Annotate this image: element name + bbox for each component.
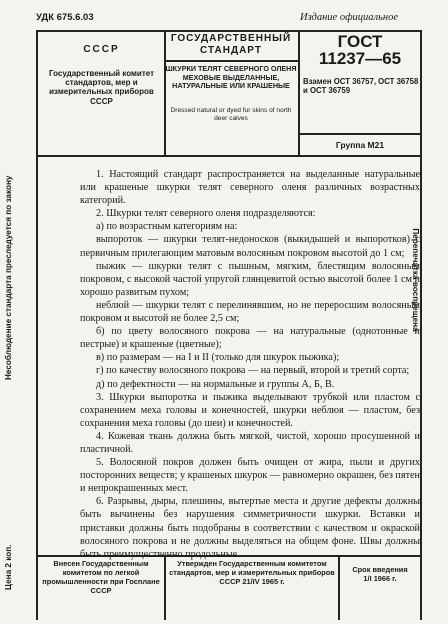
standard-title: ГОСУДАРСТВЕННЫЙ СТАНДАРТ <box>170 33 292 56</box>
title-underline <box>164 60 299 62</box>
edition-label: Издание официальное <box>300 12 399 23</box>
clause-5: 5. Волосяной покров должен быть очищен от жира, пыли и других посторонних веществ; у крашеных шкурок — равномерно окрашен, без пятен и непрокрашенных мест. <box>80 457 420 495</box>
header-bottom <box>36 155 420 157</box>
footer-divider-2 <box>338 555 340 620</box>
clause-2a-vyporotok: выпороток — шкурки телят-недоносков (выкидышей и выпоротков) с первичным прилегающим матовым волосяным покровом высотой до 1 см; <box>80 234 420 259</box>
standard-name-en: Dressed natural or dyed fur skins of north deer calves <box>170 107 292 122</box>
side-note-law: Несоблюдение стандарта преследуется по закону <box>4 175 13 380</box>
committee-name: Государственный комитет стандартов, мер и измерительных приборов СССР <box>49 69 154 106</box>
clause-4: 4. Кожевая ткань должна быть мягкой, чистой, хорошо просушенной и пластичной. <box>80 430 420 455</box>
footer-approved: Утвержден Государственным комитетом стандартов, мер и измерительных приборов СССР 21/IV 1965 г. <box>169 559 335 586</box>
effective-label: Срок введения <box>352 565 408 574</box>
group-code: Группа М21 <box>335 140 385 150</box>
standard-body <box>80 168 420 561</box>
gost-block <box>300 33 420 67</box>
udk-code: УДК 675.6.03 <box>36 12 94 23</box>
footer-introduced: Внесен Государственным комитетом по легкой промышленности при Госплане СССР <box>42 559 160 595</box>
clause-2v: в) по размерам — на I и II (только для шкурок пыжика); <box>96 352 340 364</box>
gost-label: ГОСТ <box>337 32 383 51</box>
frame-left <box>36 30 38 620</box>
header-left <box>39 34 164 106</box>
clause-1: 1. Настоящий стандарт распространяется на выделанные натуральные или крашеные шкурки телят северного оленя различных возрастных категорий. <box>80 169 420 207</box>
frame-right <box>420 30 422 620</box>
replaces-note: Взамен ОСТ 36757, ОСТ 36758 и ОСТ 36759 <box>303 77 419 95</box>
footer-effective <box>341 566 419 584</box>
side-note-reprint: Перепечатка воспрещена <box>411 228 420 332</box>
clause-6: 6. Разрывы, дыры, плешины, вытертые места и другие дефекты должны быть вычинены без нарушения симметричности шкурки. Вставки и приставки должны быть подобраны в соответствии с качеством и окраской волосяного покрова и не должны выделяться на общем фоне. Швы должны быть преимущественно продольные. <box>80 496 420 560</box>
group-top <box>298 133 420 135</box>
clause-2a-pyzhik: пыжик — шкурки телят с пышным, мягким, блестящим волосяным покровом, с высокой частой упругой глянцевитой остью высотой более 1 см и хорошо развитым пухом; <box>80 260 420 298</box>
ussr-label: СССР <box>83 44 120 55</box>
clause-3: 3. Шкурки выпоротка и пыжика выделывают трубкой или пластом с сохранением меха головы и конечностей, шкурки неблюя — пластом, без сохранения меха головы (до шеи) и конечностей. <box>80 391 420 429</box>
clause-2g: г) по качеству волосяного покрова — на первый, второй и третий сорта; <box>96 365 410 377</box>
clause-2a-neblyuy: неблюй — шкурки телят с перелинявшим, но не переросшим волосяным покровом и высотой не более 2,5 см; <box>80 299 420 325</box>
price-label: Цена 2 коп. <box>4 544 13 590</box>
standard-name-ru: ШКУРКИ ТЕЛЯТ СЕВЕРНОГО ОЛЕНЯ МЕХОВЫЕ ВЫДЕЛАННЫЕ, НАТУРАЛЬНЫЕ ИЛИ КРАШЕНЫЕ <box>165 64 297 91</box>
effective-date: 1/I 1966 г. <box>363 573 397 583</box>
clause-2: 2. Шкурки телят северного оленя подразделяются: <box>96 208 316 220</box>
gost-number: 11237—65 <box>318 49 402 68</box>
clause-2d: д) по дефектности — на нормальные и группы А, Б, В. <box>96 378 335 390</box>
footer-divider-1 <box>164 555 166 620</box>
clause-2a: а) по возрастным категориям на: <box>96 221 238 233</box>
clause-2b: б) по цвету волосяного покрова — на натуральные (однотонные и пестрые) и крашеные (цветные); <box>80 326 420 351</box>
